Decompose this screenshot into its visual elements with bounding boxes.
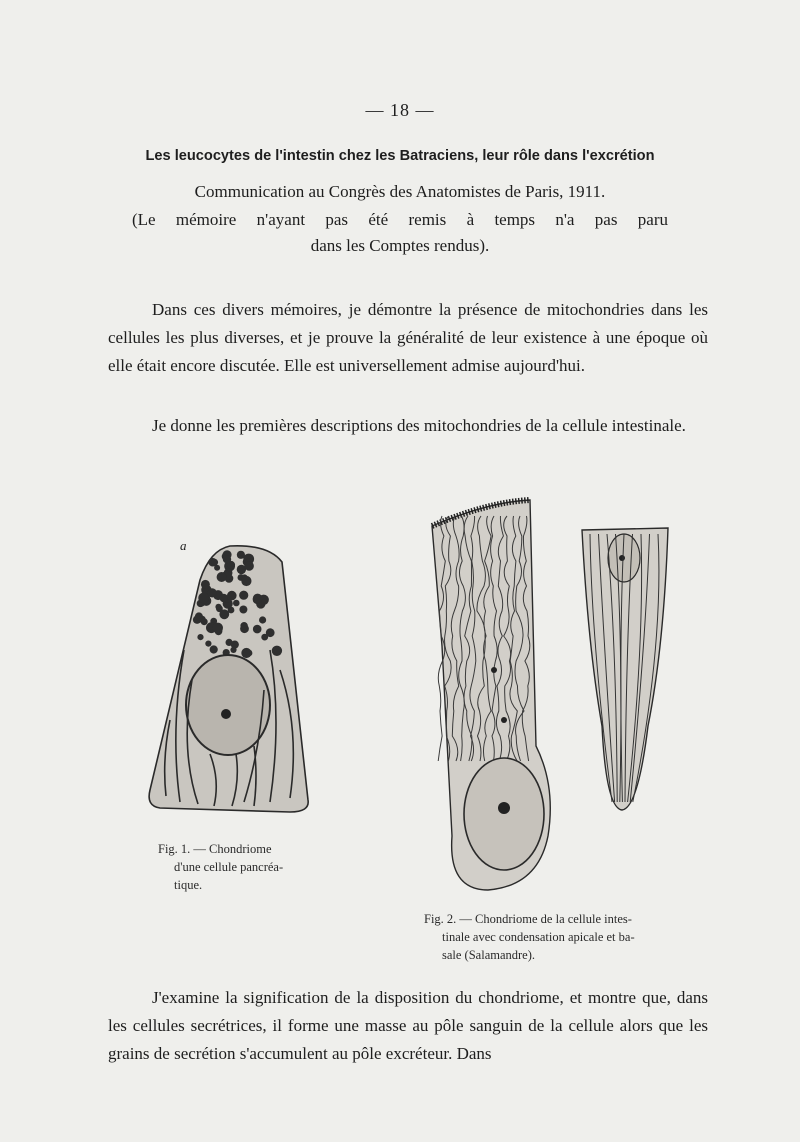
- secretion-granule: [212, 623, 223, 634]
- secretion-granule: [241, 576, 251, 586]
- secretion-granule: [197, 634, 203, 640]
- secretion-granule: [246, 650, 253, 657]
- secretion-granule: [223, 555, 231, 563]
- subtitle-line-1: Communication au Congrès des Anatomistes de Paris, 1911.: [194, 182, 606, 201]
- secretion-granule: [237, 551, 245, 559]
- paragraph-3: J'examine la signification de la disposition du chondriome, et montre que, dans les cellules secrétrices, il forme une masse au pôle sanguin de la cellule alors que les grains de secrétion s'accumulent au pôle excréteur. Dans: [108, 988, 708, 1063]
- figure-1-caption: [158, 840, 298, 894]
- figure-1-pancreatic-cell-illustration: [140, 540, 310, 820]
- figure-2-secondary-cell-illustration: [578, 526, 674, 816]
- secretion-granule: [239, 591, 248, 600]
- figure-2-caption: [424, 910, 714, 964]
- figure-1-letter: a: [180, 538, 187, 553]
- subtitle-line-3: dans les Comptes rendus).: [310, 236, 490, 255]
- secretion-granule: [210, 645, 218, 653]
- figure-2-caption-line-2: tinale avec condensation apicale et ba-: [442, 930, 635, 944]
- secretion-granule: [195, 612, 203, 620]
- secretion-granule: [217, 572, 227, 582]
- section-heading: Les leucocytes de l'intestin chez les Batraciens, leur rôle dans l'excrétion: [145, 148, 655, 164]
- secretion-granule: [211, 559, 218, 566]
- figure-2-caption-line-1: Fig. 2. — Chondriome de la cellule intes-: [424, 912, 632, 926]
- secretion-granule: [208, 588, 217, 597]
- figure-1-caption-line-2: d'une cellule pancréa-: [174, 860, 284, 874]
- paragraph-2: Je donne les premières descriptions des mitochondries de la cellule intestinale.: [152, 416, 686, 435]
- figure-1-caption-line-1: Fig. 1. — Chondriome: [158, 842, 272, 856]
- secretion-granule: [201, 618, 208, 625]
- secretion-granule: [230, 647, 236, 653]
- paragraph-1: Dans ces divers mémoires, je démontre la présence de mitochondries dans les cellules les plus diverses, et je prouve la généralité de leur existence à une époque où elle était encore discutée. Elle est universellement admise aujourd'hui.: [108, 300, 708, 375]
- secretion-granule: [259, 616, 266, 623]
- secretion-granule: [220, 594, 229, 603]
- secretion-granule: [266, 628, 275, 637]
- secretion-granule: [201, 580, 210, 589]
- secretion-granule: [205, 641, 211, 647]
- secretion-granule: [272, 646, 282, 656]
- secretion-granule: [245, 561, 254, 570]
- secretion-granule: [215, 604, 221, 610]
- secretion-granule: [239, 606, 247, 614]
- secretion-granule: [253, 625, 262, 634]
- secretion-granule: [219, 609, 229, 619]
- secretion-granule: [240, 622, 247, 629]
- page-number: — 18 —: [365, 100, 435, 120]
- figure-1-caption-line-3: tique.: [174, 878, 203, 892]
- secretion-granule: [233, 600, 240, 607]
- secretion-granule: [253, 594, 263, 604]
- secretion-granule: [198, 593, 209, 604]
- figure-2-intestinal-cell-illustration: [428, 496, 558, 896]
- subtitle-line-2: (Le mémoire n'ayant pas été remis à temps n'a pas paru: [132, 210, 668, 229]
- secretion-granule: [227, 591, 237, 601]
- figure-2-caption-line-3: sale (Salamandre).: [442, 948, 536, 962]
